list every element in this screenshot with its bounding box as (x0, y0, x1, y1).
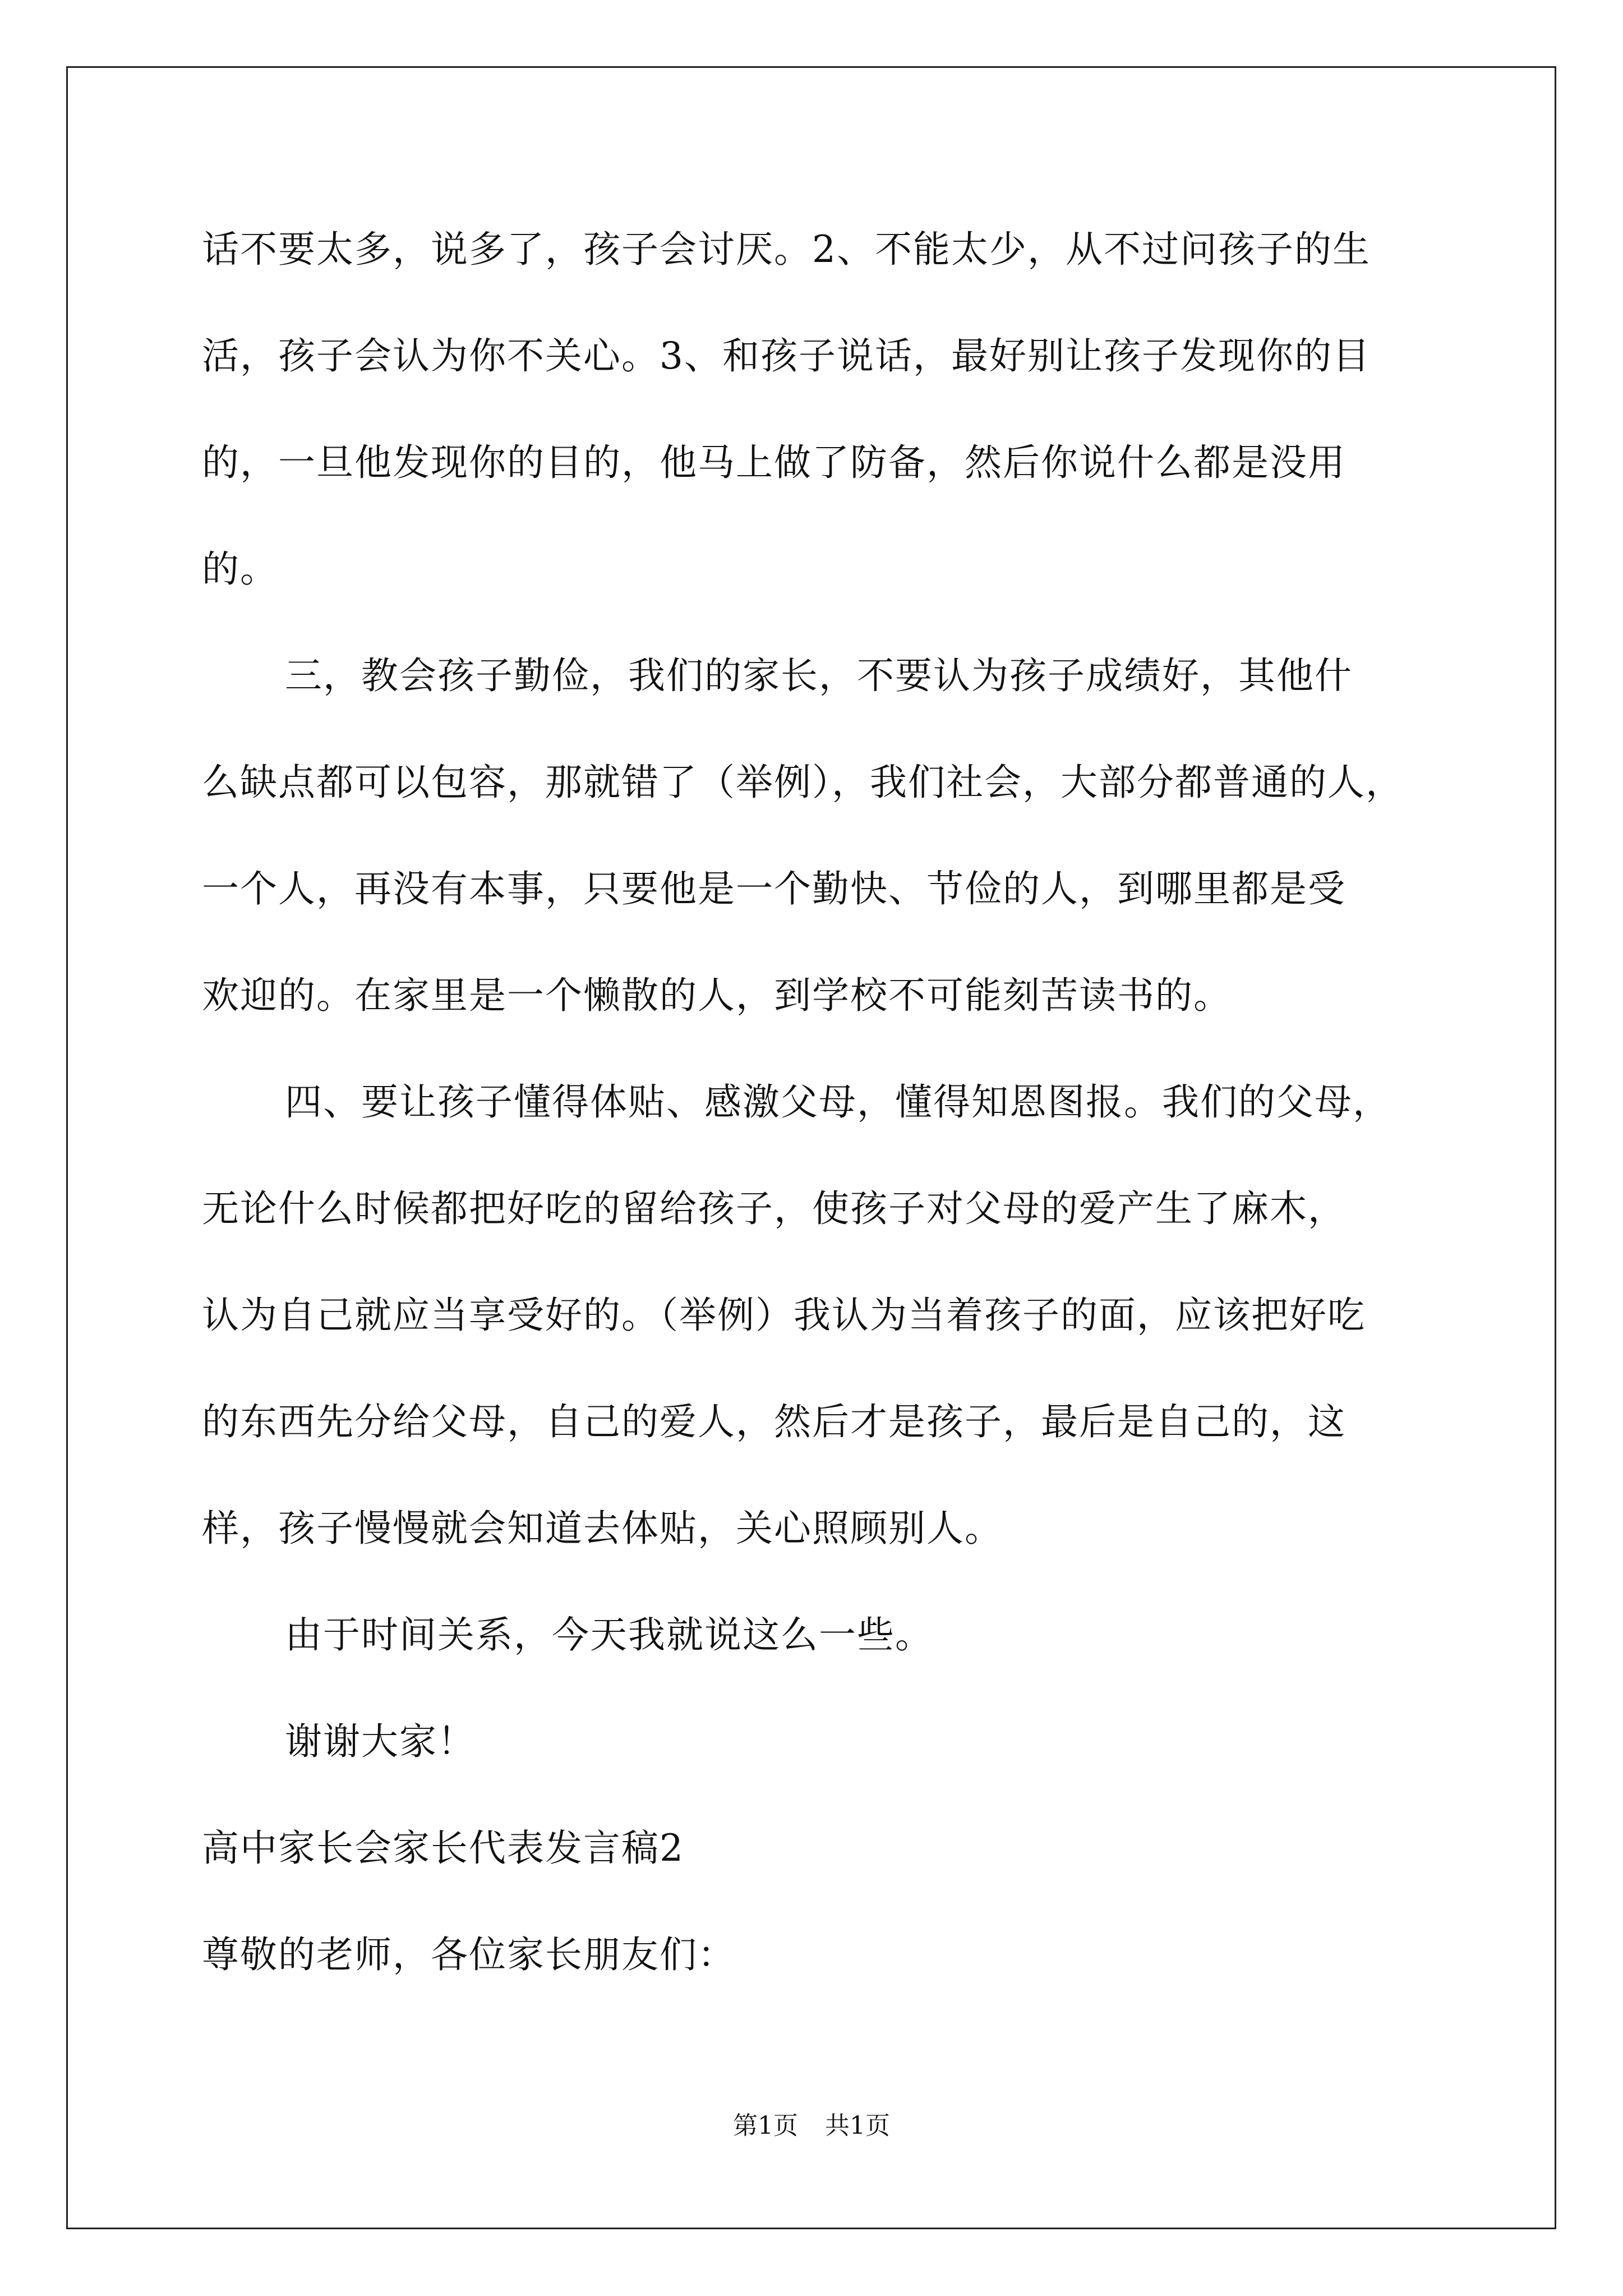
text-line: 欢迎的。在家里是一个懒散的人，到学校不可能刻苦读书的。 (202, 974, 1232, 1017)
text-line: 样，孩子慢慢就会知道去体贴，关心照顾别人。 (202, 1507, 1003, 1550)
paragraph-start-line: 由于时间关系，今天我就说这么一些。 (285, 1613, 933, 1657)
page-number-total: 共1页 (825, 2111, 890, 2140)
text-line: 无论什么时候都把好吃的留给孩子，使孩子对父母的爱产生了麻木， (202, 1187, 1346, 1230)
closing-thanks: 谢谢大家！ (285, 1720, 476, 1763)
text-line: 的。 (202, 547, 278, 591)
text-line: 么缺点都可以包容，那就错了（举例），我们社会，大部分都普通的人， (202, 761, 1404, 804)
paragraph-start-line: 三，教会孩子勤俭，我们的家长，不要认为孩子成绩好，其他什 (285, 654, 1353, 697)
text-line: 的，一旦他发现你的目的，他马上做了防备，然后你说什么都是没用 (202, 441, 1346, 484)
text-line: 活，孩子会认为你不关心。3、和孩子说话，最好别让孩子发现你的目 (202, 334, 1371, 378)
text-line: 的东西先分给父母，自己的爱人，然后才是孩子，最后是自己的，这 (202, 1400, 1346, 1443)
text-line: 话不要太多，说多了，孩子会讨厌。2、不能太少，从不过问孩子的生 (202, 228, 1371, 271)
text-line: 认为自己就应当享受好的。（举例）我认为当着孩子的面，应该把好吃 (202, 1294, 1366, 1337)
text-line: 一个人，再没有本事，只要他是一个勤快、节俭的人，到哪里都是受 (202, 867, 1346, 910)
page-footer (0, 2109, 1623, 2143)
salutation: 尊敬的老师，各位家长朋友们： (202, 1933, 736, 1976)
document-body (202, 196, 1447, 2008)
section-title: 高中家长会家长代表发言稿2 (202, 1826, 684, 1870)
paragraph-start-line: 四、要让孩子懂得体贴、感激父母，懂得知恩图报。我们的父母， (285, 1080, 1391, 1124)
page-number-current: 第1页 (733, 2111, 798, 2140)
